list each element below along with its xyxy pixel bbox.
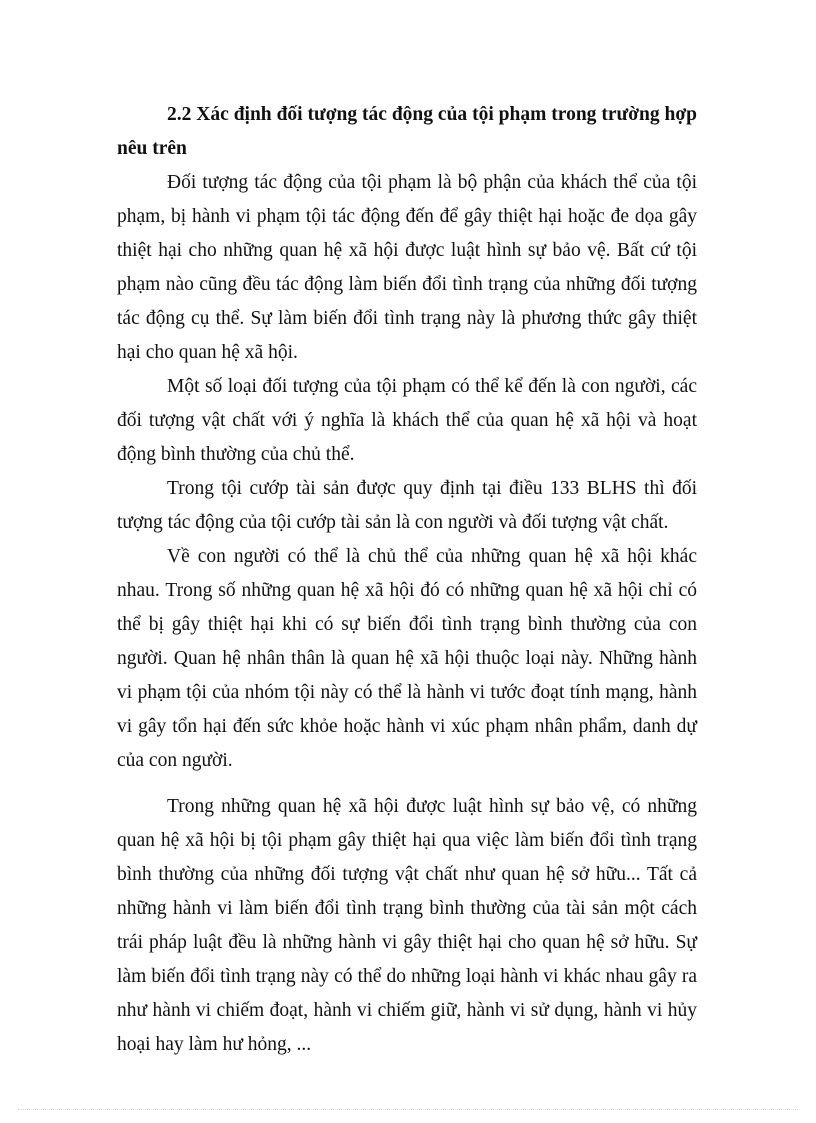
page-bottom-divider [18,1109,798,1110]
paragraph-1: Đối tượng tác động của tội phạm là bộ phận của khách thể của tội phạm, bị hành vi phạm tội tác động đến để gây thiệt hại hoặc đe dọa gây thiệt hại cho những quan hệ xã hội được luật hình sự bảo vệ. Bất cứ tội phạm nào cũng đều tác động làm biến đổi tình trạng của những đối tượng tác động cụ thể. Sự làm biến đổi tình trạng này là phương thức gây thiệt hại cho quan hệ xã hội. [117,172,697,363]
document-body [117,98,697,1062]
paragraph-3: Trong tội cướp tài sản được quy định tại điều 133 BLHS thì đối tượng tác động của tội cướp tài sản là con người và đối tượng vật chất. [117,478,697,533]
paragraph-4: Về con người có thể là chủ thể của những quan hệ xã hội khác nhau. Trong số những quan hệ xã hội đó có những quan hệ xã hội chỉ có thể bị gây thiệt hại khi có sự biến đổi tình trạng bình thường của con người. Quan hệ nhân thân là quan hệ xã hội thuộc loại này. Những hành vi phạm tội của nhóm tội này có thể là hành vi tước đoạt tính mạng, hành vi gây tổn hại đến sức khỏe hoặc hành vi xúc phạm nhân phẩm, danh dự của con người. [117,546,697,771]
paragraph-5: Trong những quan hệ xã hội được luật hình sự bảo vệ, có những quan hệ xã hội bị tội phạm gây thiệt hại qua việc làm biến đổi tình trạng bình thường của những đối tượng vật chất như quan hệ sở hữu... Tất cả những hành vi làm biến đổi tình trạng bình thường của tài sản một cách trái pháp luật đều là những hành vi gây thiệt hại cho quan hệ sở hữu. Sự làm biến đổi tình trạng này có thể do những loại hành vi khác nhau gây ra như hành vi chiếm đoạt, hành vi chiếm giữ, hành vi sử dụng, hành vi hủy hoại hay làm hư hỏng, ... [117,796,697,1055]
paragraph-2: Một số loại đối tượng của tội phạm có thể kể đến là con người, các đối tượng vật chất với ý nghĩa là khách thể của quan hệ xã hội và hoạt động bình thường của chủ thể. [117,376,697,465]
section-heading: 2.2 Xác định đối tượng tác động của tội phạm trong trường hợp nêu trên [117,104,697,159]
